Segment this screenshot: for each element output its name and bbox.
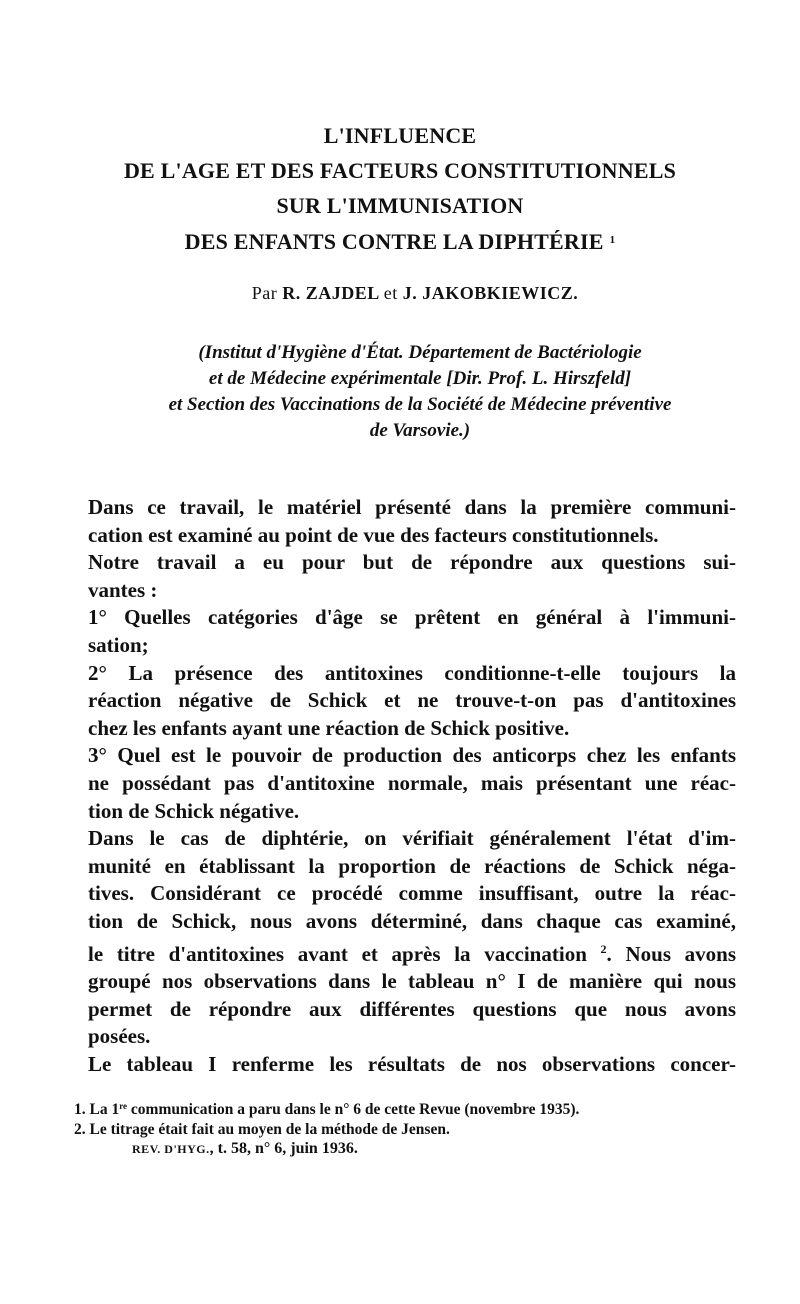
affiliation-line-3: et Section des Vaccinations de la Société de Médecine préventive (168, 394, 672, 415)
footnotes (74, 1096, 714, 1140)
body-line: posées. (88, 1024, 151, 1049)
title-line-4-text: DES ENFANTS CONTRE LA DIPHTÉRIE (184, 229, 604, 254)
journal-citation: , t. 58, n° 6, juin 1936. (209, 1140, 358, 1157)
affiliation (60, 340, 780, 444)
paragraph-3 (88, 604, 736, 659)
body-line: vantes : (88, 577, 158, 602)
author-1: R. ZAJDEL (282, 283, 379, 303)
body-line: sation; (88, 632, 149, 657)
body-line: Le tableau I renferme les résultats de nos observations concer- (88, 1051, 736, 1076)
body-line: chez les enfants ayant une réaction de Schick positive. (88, 715, 570, 740)
paragraph-4 (88, 660, 736, 743)
footnote-1-text-a: La 1 (89, 1101, 120, 1118)
body-line: Dans le cas de diphtérie, on vérifiait généralement l'état d'im- (88, 826, 736, 851)
body-line: Dans ce travail, le matériel présenté dans la première communi- (88, 495, 736, 519)
footnote-mark-2[interactable]: 2 (600, 941, 607, 956)
paragraph-7 (88, 1051, 736, 1079)
paragraph-5 (88, 742, 736, 825)
body-line: cation est examiné au point de vue des facteurs constitutionnels. (88, 522, 659, 547)
body-line: tives. Considérant ce procédé comme insuffisant, outre la réac- (88, 881, 736, 906)
title-line-4 (60, 223, 740, 259)
body-line: permet de répondre aux différentes questions que nous avons (88, 996, 736, 1021)
journal-reference (132, 1140, 358, 1158)
body-line-part: Nous avons (625, 941, 736, 966)
footnote-1-text-b: communication a paru dans le n° 6 de cette Revue (novembre 1935). (127, 1101, 580, 1118)
title-footnote-mark[interactable]: 1 (609, 234, 616, 246)
body-line: tion de Schick, nous avons déterminé, dans chaque cas examiné, (88, 908, 736, 933)
body-line: groupé nos observations dans le tableau n° I de manière qui nous (88, 969, 736, 994)
byline-conj: et (383, 283, 398, 303)
body-line: 1° Quelles catégories d'âge se prêtent en général à l'immuni- (88, 605, 736, 630)
footnote-1-sup: re (119, 1101, 128, 1111)
affiliation-line-1: (Institut d'Hygiène d'État. Département de Bactériologie (198, 342, 642, 363)
body-line-part: le titre d'antitoxines avant et après la vaccination (88, 941, 587, 966)
body-text (88, 494, 736, 1078)
title-line-3: SUR L'IMMUNISATION (276, 193, 524, 218)
footnote-1 (74, 1096, 714, 1120)
body-line: munité en établissant la proportion de réactions de Schick néga- (88, 853, 736, 878)
affiliation-line-2: et de Médecine expérimentale [Dir. Prof. L. Hirszfeld] (208, 368, 632, 389)
paragraph-2 (88, 549, 736, 604)
body-line: réaction négative de Schick et ne trouve-t-on pas d'antitoxines (88, 688, 736, 713)
body-line: ne possédant pas d'antitoxine normale, mais présentant une réac- (88, 770, 736, 795)
footnote-1-number: 1. (74, 1101, 86, 1118)
body-line: le titre d'antitoxines avant et après la vaccination $^2$. Nous avons (88, 941, 736, 966)
author-byline (0, 283, 800, 304)
author-2: J. JAKOBKIEWICZ. (402, 283, 579, 303)
body-line: tion de Schick négative. (88, 798, 300, 823)
paragraph-6 (88, 825, 736, 1051)
title-line-1: L'INFLUENCE (323, 123, 477, 148)
paragraph-1 (88, 494, 736, 549)
affiliation-line-4: de Varsovie.) (369, 420, 471, 441)
journal-name: REV. D'HYG. (132, 1142, 210, 1156)
byline-prefix: Par (251, 283, 278, 303)
title-line-2: DE L'AGE ET DES FACTEURS CONSTITUTIONNELS (123, 158, 677, 183)
article-title (60, 118, 740, 259)
body-line: Notre travail a eu pour but de répondre aux questions sui- (88, 550, 736, 575)
body-line: 2° La présence des antitoxines conditionne-t-elle toujours la (88, 660, 736, 685)
body-line: 3° Quel est le pouvoir de production des anticorps chez les enfants (88, 743, 736, 768)
footnote-2: 2. Le titrage était fait au moyen de la méthode de Jensen. (74, 1121, 450, 1138)
